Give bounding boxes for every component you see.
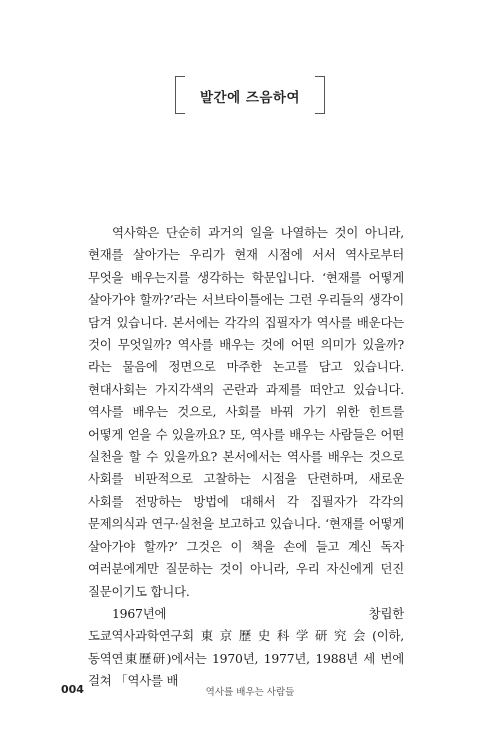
chapter-title-frame xyxy=(175,76,325,114)
paragraph: 역사학은 단순히 과거의 일을 나열하는 것이 아니라, 현재를 살아가는 우리가 현재 시점에 서서 역사로부터 무엇을 배우는지를 생각하는 학문입니다. ‘현재를 어떻게 살아가야 할까?’라는 서브타이틀에는 그런 우리들의 생각이 담겨 있습니다. 본서에는 각각의 집필자가 역사를 배운다는 것이 무엇일까? 역사를 배우는 것에 어떤 의미가 있을까?라는 물음에 정면으로 마주한 논고를 담고 있습니다. 현대사회는 가지각색의 곤란과 과제를 떠안고 있습니다. 역사를 배우는 것으로, 사회를 바꿔 가기 위한 힌트를 어떻게 얻을 수 있을까요? 또, 역사를 배우는 사람들은 어떤 실천을 할 수 있을까요? 본서에서는 역사를 배우는 것으로 사회를 비판적으로 고찰하는 시점을 단련하며, 새로운 사회를 전망하는 방법에 대해서 각 집필자가 각각의 문제의식과 연구·실천을 보고하고 있습니다. ‘현재를 어떻게 살아가야 할까?’ 그것은 이 책을 손에 들고 계신 독자 여러분에게만 질문하는 것이 아니라, 우리 자신에게 던진 질문이기도 합니다. xyxy=(88,225,404,599)
paragraph: 1967년에 창립한 도쿄역사과학연구회東京歷史科学研究会(이하, 동역연東歷研)에서는 1970년, 1977년, 1988년 세 번에 걸쳐 「역사를 배 xyxy=(88,605,404,689)
body-text xyxy=(88,222,404,693)
frame-corner xyxy=(176,113,185,114)
page-number: 004 xyxy=(61,683,84,696)
frame-corner xyxy=(315,113,324,114)
chapter-title: 발간에 즈음하여 xyxy=(200,90,300,106)
frame-corner xyxy=(315,76,324,77)
frame-corner xyxy=(176,76,185,77)
running-title: 역사를 배우는 사람들 xyxy=(205,687,295,698)
